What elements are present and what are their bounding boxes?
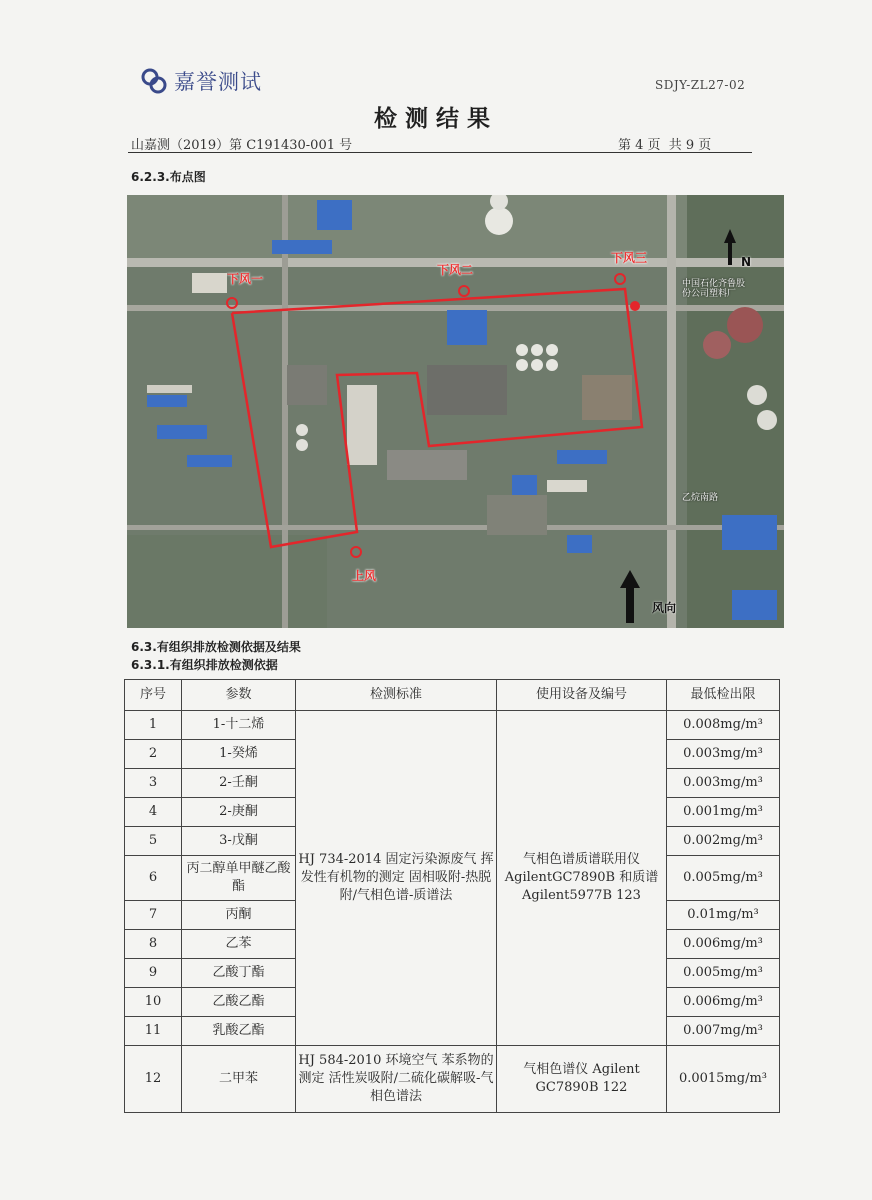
section-heading-organized: 6.3.有组织排放检测依据及结果 [131,640,301,654]
row-parameter: 乳酸乙酯 [182,1017,296,1046]
row-no: 5 [125,827,182,856]
row-no: 2 [125,740,182,769]
upwind-point-label: 上风 [352,569,377,583]
equipment-cell: 气相色谱质谱联用仪 AgilentGC7890B 和质谱 Agilent5977B 123 [497,711,667,1046]
row-limit: 0.005mg/m³ [667,959,780,988]
row-no: 3 [125,769,182,798]
company-logo [140,66,262,96]
row-no: 11 [125,1017,182,1046]
row-parameter: 丙酮 [182,901,296,930]
row-limit: 0.002mg/m³ [667,827,780,856]
row-no: 4 [125,798,182,827]
north-label: N [741,255,752,269]
downwind-point-1-label: 下风一 [227,272,264,286]
row-limit: 0.003mg/m³ [667,769,780,798]
detection-basis-table [124,679,780,1113]
header-standard: 检测标准 [296,680,497,711]
document-code: SDJY-ZL27-02 [655,78,746,92]
wind-direction-label: 风向 [652,601,677,615]
row-parameter: 乙苯 [182,930,296,959]
page-number [618,134,715,153]
row-limit: 0.001mg/m³ [667,798,780,827]
row-limit: 0.008mg/m³ [667,711,780,740]
road-label: 乙烷南路 [682,493,719,503]
downwind-point-2-label: 下风二 [437,263,474,277]
row-parameter: 2-庚酮 [182,798,296,827]
company-label: 中国石化齐鲁股份公司塑料厂 [682,279,746,299]
total-pages: 共 9 页 [668,138,712,153]
satellite-image [127,195,784,628]
header-parameter: 参数 [182,680,296,711]
downwind-point-3-label: 下风三 [611,251,648,265]
row-no: 10 [125,988,182,1017]
standard-cell-2: HJ 584-2010 环境空气 苯系物的测定 活性炭吸附/二硫化碳解吸-气相色谱法 [296,1046,497,1113]
row-no: 7 [125,901,182,930]
logo-text: 嘉誉测试 [174,70,262,94]
row-limit: 0.0015mg/m³ [667,1046,780,1113]
row-parameter: 1-十二烯 [182,711,296,740]
page-title: 检测结果 [374,106,498,132]
section-heading-layout: 6.2.3.布点图 [131,170,206,184]
row-limit: 0.003mg/m³ [667,740,780,769]
row-parameter: 乙酸丁酯 [182,959,296,988]
table-header-row [125,680,780,711]
row-no: 6 [125,856,182,901]
equipment-cell-2: 气相色谱仪 Agilent GC7890B 122 [497,1046,667,1113]
header-limit: 最低检出限 [667,680,780,711]
site-map [127,195,784,628]
row-parameter: 乙酸乙酯 [182,988,296,1017]
table-row [125,711,780,740]
row-parameter: 3-戊酮 [182,827,296,856]
row-parameter: 二甲苯 [182,1046,296,1113]
row-limit: 0.005mg/m³ [667,856,780,901]
report-number: 山嘉测（2019）第 C191430-001 号 [131,138,353,153]
row-limit: 0.01mg/m³ [667,901,780,930]
section-heading-basis: 6.3.1.有组织排放检测依据 [131,658,278,672]
header-equipment: 使用设备及编号 [497,680,667,711]
current-page: 第 4 页 [618,138,661,153]
row-no: 9 [125,959,182,988]
row-limit: 0.007mg/m³ [667,1017,780,1046]
row-no: 8 [125,930,182,959]
logo-icon [140,67,168,95]
row-limit: 0.006mg/m³ [667,988,780,1017]
row-limit: 0.006mg/m³ [667,930,780,959]
header-divider [128,152,752,153]
row-parameter: 丙二醇单甲醚乙酸酯 [182,856,296,901]
row-parameter: 2-壬酮 [182,769,296,798]
row-parameter: 1-癸烯 [182,740,296,769]
header-no: 序号 [125,680,182,711]
row-no: 12 [125,1046,182,1113]
table-row [125,1046,780,1113]
row-no: 1 [125,711,182,740]
standard-cell: HJ 734-2014 固定污染源废气 挥发性有机物的测定 固相吸附-热脱附/气相色谱-质谱法 [296,711,497,1046]
